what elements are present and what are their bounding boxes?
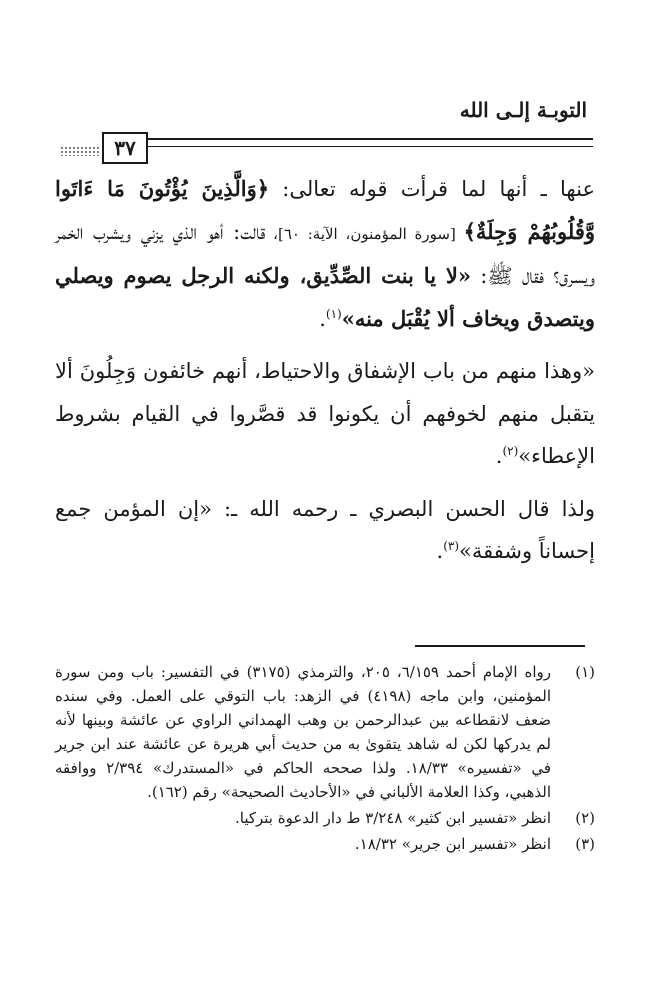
footnote-marker-2: (٢)	[502, 444, 519, 458]
footnote-marker-1: (١)	[325, 306, 342, 321]
paragraph-1-end: .	[319, 306, 326, 331]
paragraph-1	[55, 168, 595, 340]
footnote-1	[55, 660, 595, 804]
paragraph-2-end: .	[495, 444, 503, 468]
header-dotted-ornament	[60, 146, 100, 156]
page-number: ٣٧	[102, 132, 148, 164]
paragraph-2-text: «وهذا منهم من باب الإشفاق والاحتياط، أنهم خائفون وَجِلُونَ ألا يتقبل منهم لخوفهم أن يكونوا قد قصَّروا في القيام بشروط الإعطاء»	[55, 359, 595, 468]
quran-verse: ﴿وَالَّذِينَ يُؤْتُونَ مَا ءَاتَوا وَّقُلُوبُهُمْ وَجِلَةٌ﴾	[55, 176, 596, 244]
running-header-title: التوبـة إلـى الله	[459, 98, 587, 122]
header-rule	[148, 138, 593, 147]
footnote-number: (٣)	[575, 835, 595, 853]
paragraph-1-lead: عنها ـ أنها لما قرأت قوله تعالى:	[269, 177, 595, 201]
footnote-separator	[415, 645, 585, 647]
paragraph-3	[55, 488, 595, 573]
paragraph-3-text: ولذا قال الحسن البصري ـ رحمه الله ـ: «إن المؤمن جمع إحساناً وشفقة»	[55, 496, 595, 563]
footnote-marker-3: (٣)	[443, 539, 460, 553]
hadith-quote: «لا يا بنت الصِّدِّيق، ولكنه الرجل يصوم ويصلي ويتصدق ويخاف ألا يُقْبَل منه»	[55, 263, 595, 331]
paragraph-1-middle: قالت: أهو الذي يزني ويشرب الخمر ويسرق؟ فقال ﷺ:	[55, 219, 595, 288]
paragraph-2	[55, 350, 595, 478]
footnote-2	[55, 806, 595, 830]
verse-reference: [سورة المؤمنون، الآية: ٦٠]،	[265, 224, 464, 243]
footnote-text: انظر «تفسير ابن كثير» ٣/٢٤٨ ط دار الدعوة بتركيا.	[234, 809, 551, 827]
footnotes	[55, 660, 595, 858]
paragraph-3-end: .	[436, 539, 444, 563]
footnote-3	[55, 832, 595, 856]
footnote-number: (١)	[575, 663, 595, 681]
main-text	[55, 168, 595, 573]
footnote-text: انظر «تفسير ابن جرير» ١٨/٣٢.	[354, 835, 551, 853]
footnote-number: (٢)	[575, 809, 595, 827]
footnote-text: رواه الإمام أحمد ٦/١٥٩، ٢٠٥، والترمذي (٣١٧٥) في التفسير: باب ومن سورة المؤمنين، وابن ماجه (٤١٩٨) في الزهد: باب التوقي على العمل. وفي سنده ضعف لانقطاعه بين عبدالرحمن بن وهب الهمداني الراوي عن عائشة وبينها لأنه لم يدركها لكن له شاهد يتقوىٰ به من حديث أبي هريرة عن عائشة عند ابن جرير في «تفسيره» ١٨/٣٣. ولذا صححه الحاكم في «المستدرك» ٢/٣٩٤ ووافقه الذهبي، وكذا العلامة الألباني في «الأحاديث الصحيحة» رقم (١٦٢).	[55, 663, 551, 801]
